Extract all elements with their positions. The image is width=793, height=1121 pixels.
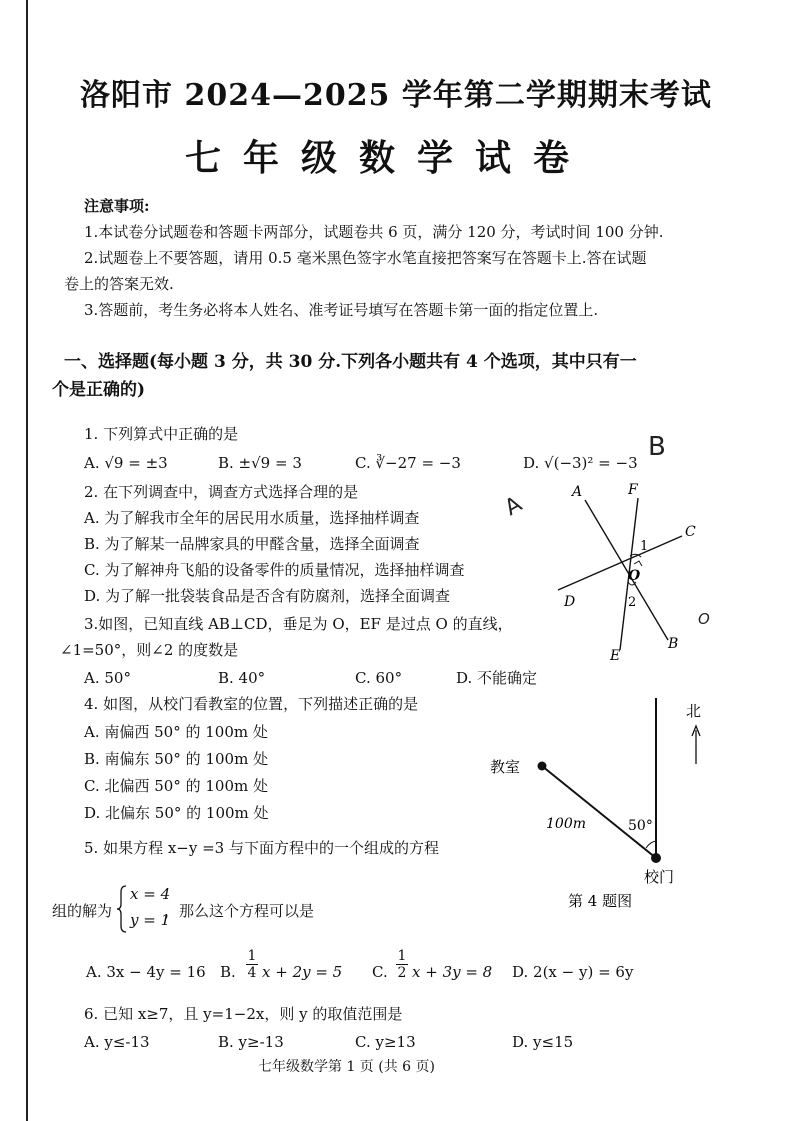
q4-option-a: A. 南偏西 50° 的 100m 处 [84, 723, 268, 741]
label-a: A [572, 484, 583, 500]
q4-stem: 4. 如图，从校门看教室的位置，下列描述正确的是 [84, 695, 419, 713]
q5-stem-b-post: ，那么这个方程可以是 [164, 902, 315, 920]
q5-option-c-denominator: 2 [397, 965, 407, 981]
line-ab [585, 500, 668, 640]
q6-option-d: D. y≤15 [512, 1033, 574, 1051]
q5-option-b-label: B. [220, 963, 236, 981]
notice-heading: 注意事项: [84, 197, 150, 215]
section-heading-a: 一、选择题(每小题 3 分，共 30 分.下列各小题共有 4 个选项，其中只有一 [64, 352, 637, 372]
q5-option-b-fraction [246, 948, 258, 981]
label-c: C [685, 524, 696, 540]
north-label: 北 [686, 702, 702, 720]
q1-option-c: C. ∛−27 = −3 [355, 454, 461, 472]
q4-option-d: D. 北偏东 50° 的 100m 处 [84, 804, 269, 822]
angle-label: 50° [628, 818, 653, 834]
handwritten-mark-a: A [500, 491, 527, 522]
label-d: D [564, 594, 576, 610]
q5-option-c-numerator: 1 [397, 948, 407, 964]
exam-title: 洛阳市 2024—2025 学年第二学期期末考试 [80, 78, 712, 113]
notice-item-2a: 2.试题卷上不要答题，请用 0.5 毫米黑色签字水笔直接把答案写在答题卡上.答在试题 [84, 249, 647, 267]
q5-option-b-numerator: 1 [247, 948, 257, 964]
q5-system-brace [116, 884, 128, 934]
classroom-label: 教室 [490, 758, 521, 776]
q1-stem: 1. 下列算式中正确的是 [84, 425, 239, 443]
figure-caption: 第 4 题图 [568, 892, 633, 910]
gate-label: 校门 [644, 868, 675, 886]
notice-item-1: 1.本试卷分试题卷和答题卡两部分，试题卷共 6 页，满分 120 分，考试时间 100 分钟. [84, 223, 664, 241]
q5-option-c-rest: x + 3y = 8 [412, 963, 493, 981]
q5-option-b-rest: x + 2y = 5 [262, 963, 343, 981]
q5-option-c-label: C. [372, 963, 388, 981]
q6-option-c: C. y≥13 [355, 1033, 416, 1051]
section-heading-b: 个是正确的) [52, 380, 146, 400]
gate-to-classroom-line [542, 766, 656, 858]
notice-item-2b: 卷上的答案无效. [64, 275, 174, 293]
q3-option-c: C. 60° [355, 669, 403, 687]
handwritten-mark-o: O [698, 610, 710, 628]
q5-system-eq2: y = 1 [130, 911, 171, 929]
q1-option-b: B. ±√9 = 3 [218, 454, 302, 472]
q6-option-b: B. y≥-13 [218, 1033, 284, 1051]
q2-option-a: A. 为了解我市全年的居民用水质量，选择抽样调查 [84, 509, 420, 527]
q3-figure [550, 478, 730, 668]
angle-arc [646, 841, 656, 848]
q5-stem-a: 5. 如果方程 x−y =3 与下面方程中的一个组成的方程 [84, 839, 439, 857]
q1-option-a: A. √9 = ±3 [84, 454, 168, 472]
q5-system-eq1: x = 4 [130, 885, 171, 903]
page-footer: 七年级数学第 1 页 (共 6 页) [258, 1059, 435, 1075]
classroom-point [538, 762, 547, 771]
binding-line [26, 0, 28, 1121]
subject-title: 七年级数学试卷 [185, 137, 592, 179]
q6-stem: 6. 已知 x≥7，且 y=1−2x，则 y 的取值范围是 [84, 1005, 403, 1023]
handwritten-mark-b: B [648, 432, 666, 462]
q2-option-b: B. 为了解某一品牌家具的甲醛含量，选择全面调查 [84, 535, 420, 553]
q5-option-d: D. 2(x − y) = 6y [512, 963, 634, 981]
q4-option-b: B. 南偏东 50° 的 100m 处 [84, 750, 269, 768]
distance-label: 100m [546, 816, 586, 832]
label-e: E [610, 648, 621, 664]
right-angle-mark [634, 561, 642, 566]
q3-stem-a: 3.如图，已知直线 AB⊥CD，垂足为 O，EF 是过点 O 的直线， [84, 615, 513, 633]
label-f: F [628, 482, 638, 498]
gate-point [651, 853, 661, 863]
q5-option-b-denominator: 4 [247, 965, 257, 981]
q3-option-a: A. 50° [84, 669, 131, 687]
q4-option-c: C. 北偏西 50° 的 100m 处 [84, 777, 268, 795]
q3-stem-b: ∠1=50°，则∠2 的度数是 [60, 641, 239, 659]
q2-option-c: C. 为了解神舟飞船的设备零件的质量情况，选择抽样调查 [84, 561, 465, 579]
q3-option-b: B. 40° [218, 669, 266, 687]
q2-option-d: D. 为了解一批袋装食品是否含有防腐剂，选择全面调查 [84, 587, 451, 605]
q4-figure [480, 690, 720, 920]
label-angle1: 1 [640, 539, 649, 554]
q5-stem-b-pre: 组的解为 [52, 902, 113, 920]
q5-option-a: A. 3x − 4y = 16 [86, 963, 206, 981]
label-o: O [628, 568, 641, 584]
q1-option-d: D. √(−3)² = −3 [523, 454, 638, 472]
q5-option-c-fraction [396, 948, 408, 981]
label-angle2: 2 [628, 595, 637, 610]
q3-option-d: D. 不能确定 [456, 669, 538, 687]
label-b: B [668, 636, 679, 652]
line-cd [558, 536, 682, 590]
notice-item-3: 3.答题前，考生务必将本人姓名、准考证号填写在答题卡第一面的指定位置上. [84, 301, 599, 319]
q6-option-a: A. y≤-13 [84, 1033, 150, 1051]
q2-stem: 2. 在下列调查中，调查方式选择合理的是 [84, 483, 359, 501]
